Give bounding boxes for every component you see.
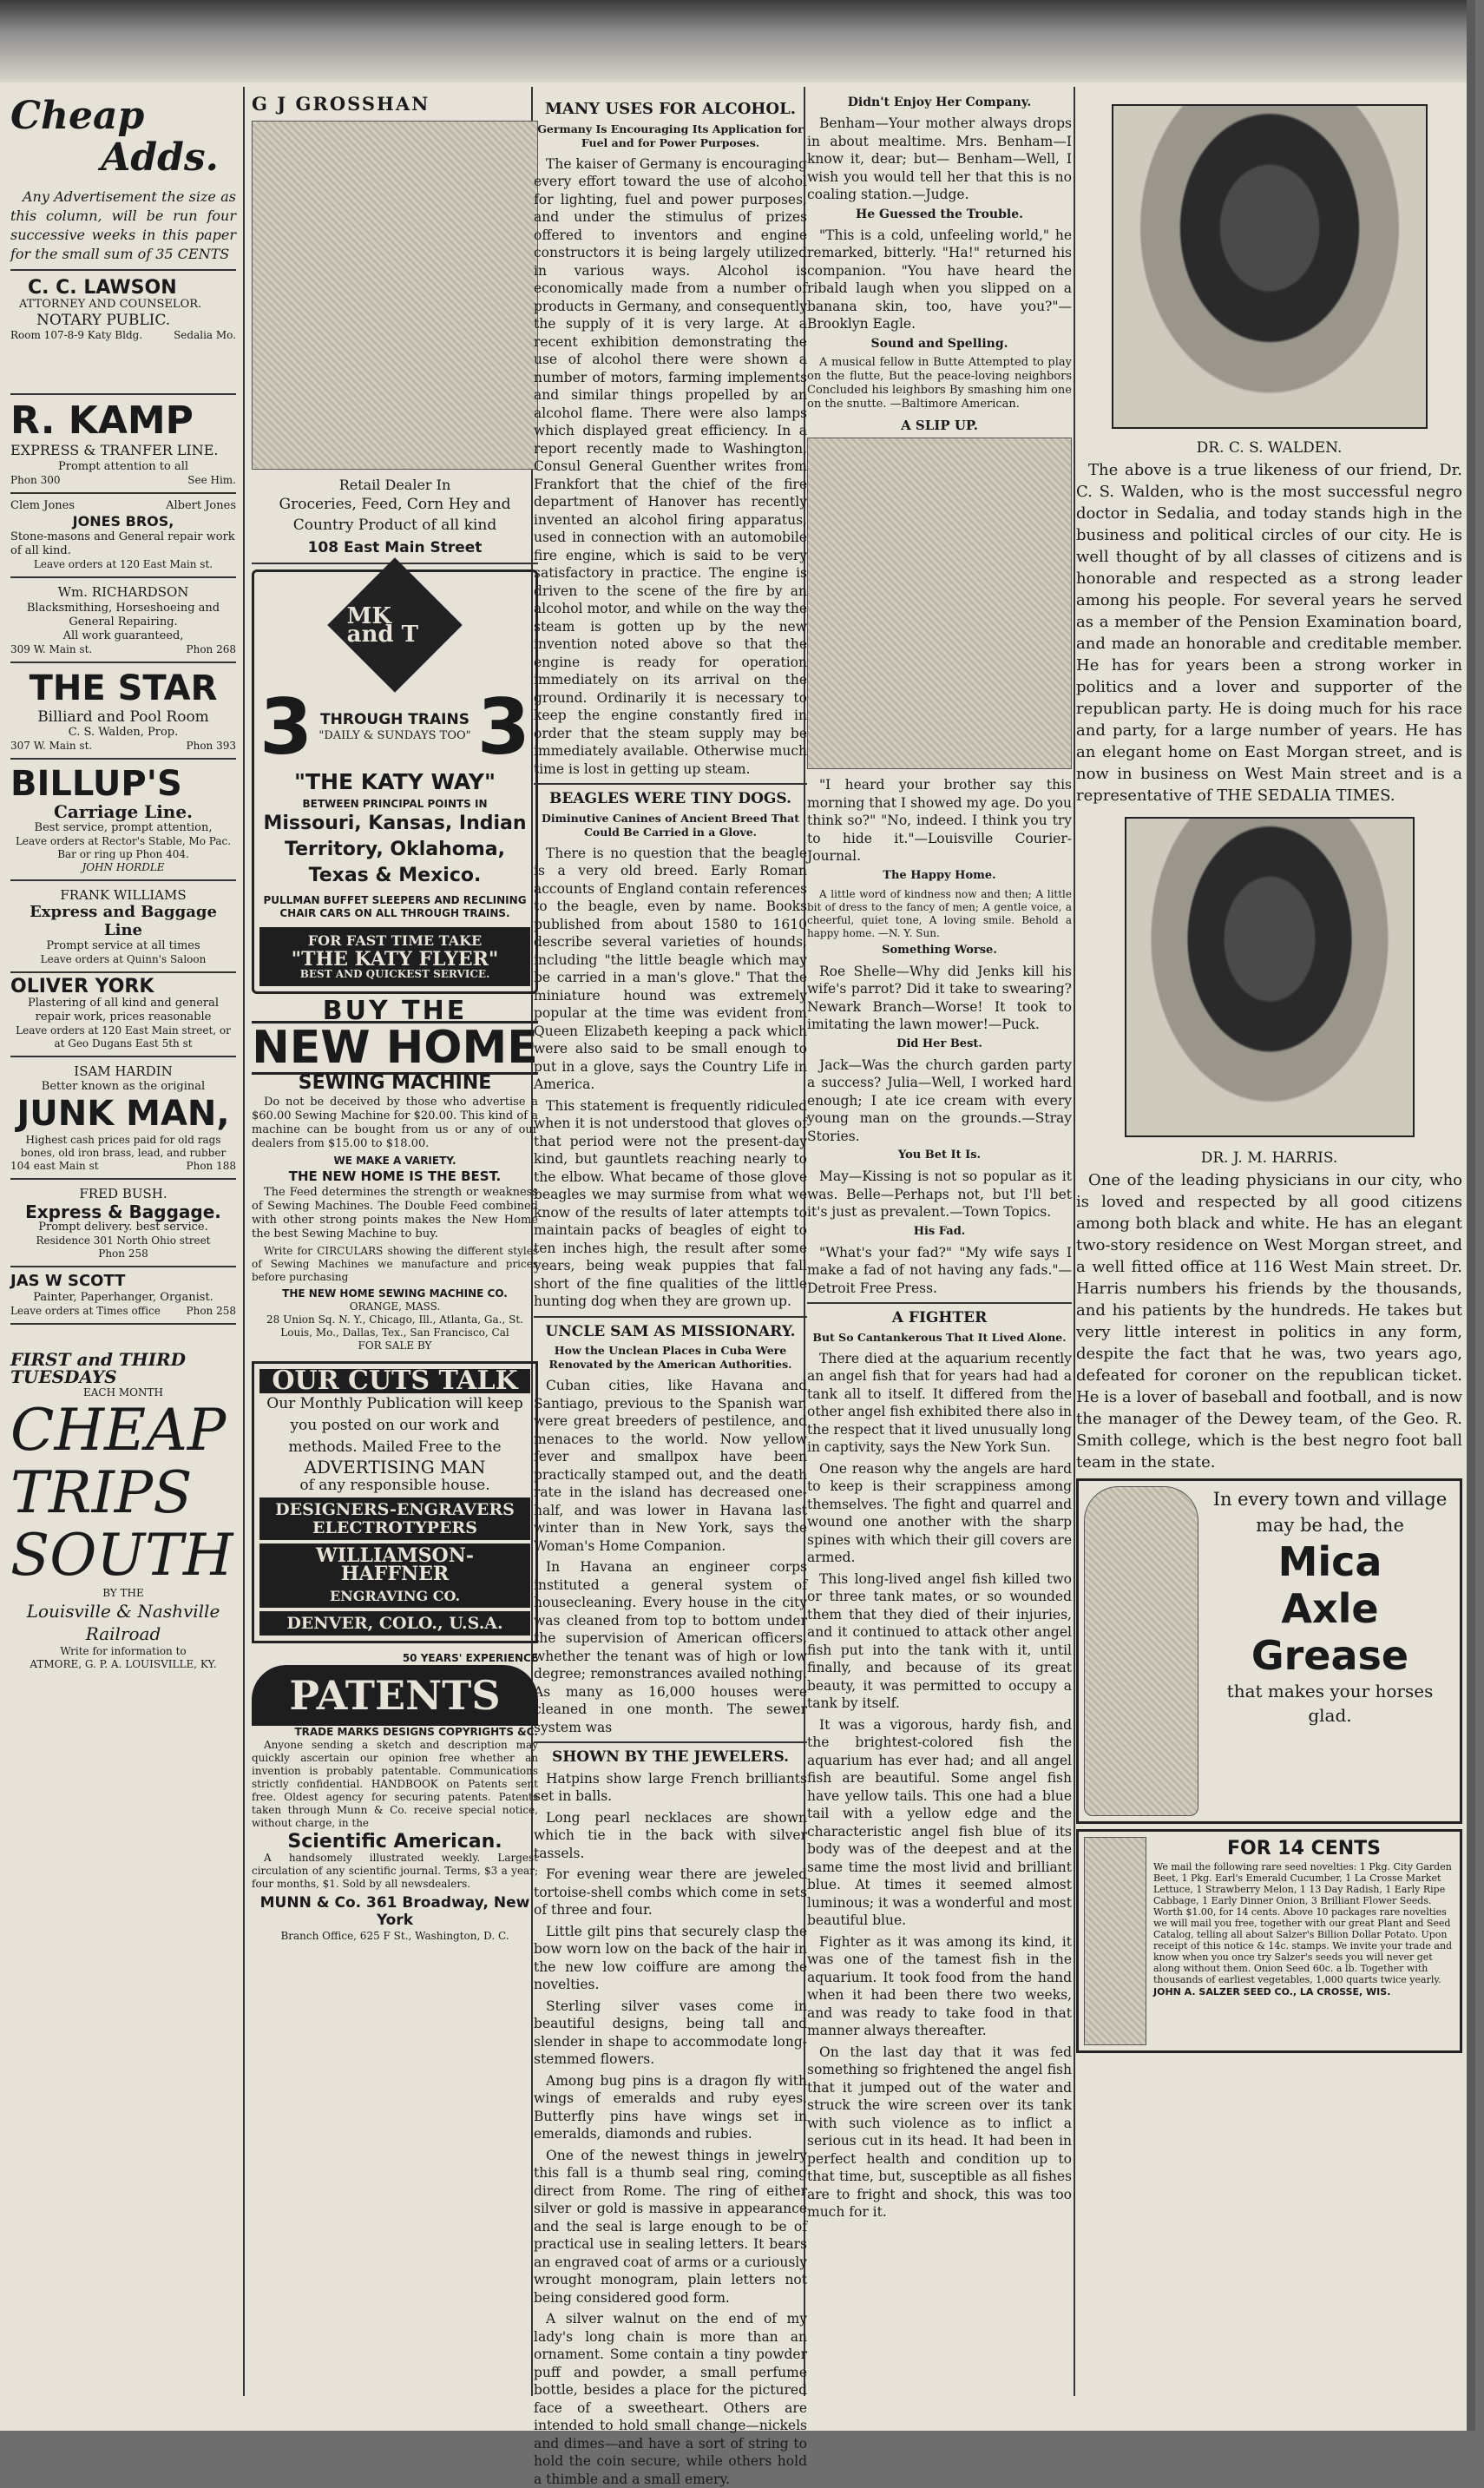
billups-sign: JOHN HORDLE	[82, 860, 165, 873]
cuts-city: DENVER, COLO., U.S.A.	[259, 1611, 530, 1636]
hardin-ad	[10, 1063, 236, 1174]
grosshan-line: Groceries, Feed, Corn Hey and Country Product of all kind	[279, 496, 511, 534]
bush-residence: Residence 301 North Ohio street	[36, 1234, 211, 1247]
fighter-paragraph: It was a vigorous, hardy fish, and the brightest-colored fish the aquarium has ever had; and all angel fish are beautiful. Some angel fish have yellow tails. This one had a blue tail with a yellow edge and the characteristic angel fish blue of its body was of the deepest and at the same time the most livid and brilliant blue. At times it seemed almost luminous; it was a wonderful and most beautiful blue.	[807, 1716, 1072, 1928]
scott-ad	[10, 1273, 236, 1318]
katy-way: "THE KATY WAY"	[294, 768, 496, 794]
joke-text: A musical fellow in Butte Attempted to play on the flutte, But the peace-loving neighbors Concluded his leighbors By smashing him one on the snutte. —Baltimore American.	[807, 355, 1072, 411]
scott-phone: Phon 258	[186, 1304, 236, 1317]
kamp-ad	[10, 400, 236, 487]
york-name: OLIVER YORK	[10, 976, 154, 997]
cuts-resp: of any responsible house.	[299, 1476, 490, 1494]
scott-leave: Leave orders at Times office	[10, 1304, 161, 1317]
richardson-name: Wm. RICHARDSON	[57, 584, 189, 600]
scott-name: JAS W SCOTT	[10, 1272, 126, 1290]
slip-up-text: "I heard your brother say this morning that I showed my age. Do you think so?" "No, indeed. I think you try to hide it."—Louisville Courier-Journal.	[807, 777, 1072, 864]
mica-name-1: Mica	[1277, 1538, 1382, 1585]
cheap-adds-text: Any Advertisement the size as this column, will be run four successive weeks in this paper for the small sum of 35 CENTS	[10, 188, 236, 262]
richardson-guarantee: All work guaranteed,	[62, 629, 184, 642]
joke-headline: The Happy Home.	[883, 868, 996, 882]
york-line: Plastering of all kind and general repair work, prices reasonable	[27, 996, 220, 1024]
kamp-phone: Phon 300	[10, 473, 61, 486]
jones-name-2: Albert Jones	[166, 498, 236, 512]
grosshan-name: G J GROSSHAN	[252, 93, 430, 115]
cuts-title: OUR CUTS TALK	[259, 1369, 530, 1394]
jones-ad	[10, 499, 236, 572]
cuts-adv: ADVERTISING MAN	[304, 1457, 486, 1478]
jewelers-paragraph: Little gilt pins that securely clasp the bow worn low on the back of the hair in the new low coiffure are among the novelties.	[534, 1923, 807, 1992]
harris-caption: DR. J. M. HARRIS.	[1200, 1149, 1338, 1167]
alcohol-headline: MANY USES FOR ALCOHOL.	[544, 100, 797, 118]
joke-text: Jack—Was the church garden party a success? Julia—Well, I worked hard enough; I ate ice cream with every young man on the grounds.—Stray Stories.	[807, 1056, 1072, 1144]
mica-axle-grease-ad	[1076, 1478, 1462, 1824]
adds-title: Adds.	[101, 135, 219, 180]
joke-text: "This is a cold, unfeeling world," he remarked, bitterly. "Ha!" returned his companion. "You have heard the ribald laugh when you slipped on a banana skin, too, have you?"—Brooklyn Eagle.	[807, 227, 1072, 332]
kamp-see: See Him.	[187, 473, 236, 486]
seedsman-illustration	[1084, 1837, 1146, 2045]
hardin-line: Highest cash prices paid for old rags bones, old iron brass, lead, and rubber	[20, 1134, 227, 1159]
new-home-orange: ORANGE, MASS.	[349, 1300, 441, 1313]
jones-firm: JONES BROS,	[72, 512, 174, 530]
scott-line: Painter, Paperhanger, Organist.	[33, 1290, 213, 1304]
york-leave: Leave orders at 120 East Main street, or at Geo Dugans East 5th st	[16, 1024, 231, 1050]
divider	[10, 393, 236, 395]
katy-three-left: 3	[259, 681, 313, 772]
new-home-sale: FOR SALE BY	[358, 1339, 432, 1352]
new-home-write: Write for CIRCULARS showing the different styles of Sewing Machines we manufacture and prices before purchasing	[252, 1244, 538, 1283]
joke-headline: Something Worse.	[882, 943, 997, 957]
york-ad	[10, 978, 236, 1050]
junk-man-title: JUNK MAN,	[16, 1094, 230, 1134]
jewelers-paragraph: Long pearl necklaces are shown which tie in the back with silver tassels.	[534, 1809, 807, 1861]
cuts-design: DESIGNERS-ENGRAVERS ELECTROTYPERS	[259, 1497, 530, 1540]
grosshan-ad	[252, 95, 538, 557]
williams-name: FRANK WILLIAMS	[60, 886, 187, 903]
jones-name-1: Clem Jones	[10, 498, 76, 512]
katy-logo-icon	[327, 557, 463, 693]
katy-between: BETWEEN PRINCIPAL POINTS IN	[302, 798, 488, 810]
jewelers-paragraph: For evening wear there are jeweled tortoise-shell combs which come in sets of three and four.	[534, 1866, 807, 1918]
katy-fast: FOR FAST TIME TAKE	[307, 932, 483, 949]
joke-text: A little word of kindness now and then; A little bit of dress to the fancy of men; A gentle voice, a cheerful, quiet tone, A loving smile. Behold a happy home. —N. Y. Sun.	[807, 887, 1072, 939]
fighter-paragraph: There died at the aquarium recently an angel fish that for years had had a tank all to itself. It differed from the other angel fish exhibited there also in the respect that it lived unusually long in captivity, says the New York Sun.	[807, 1350, 1072, 1455]
walden-paragraph: The above is a true likeness of our friend, Dr. C. S. Walden, who is the most successful negro doctor in Sedalia, and today stands high in the business and political circles of our city. He is well thought of by all classes of citizens and is honorable and respected as a strong leader among his people. For several years he served as a member of the Pension Examination board, and made an honorable and creditable member. He has for years been a strong worker in politics and a lover and supporter of the republican party. He is doing much for his race and party, for a large number of years. He has an elegant home on East Morgan street, and is now in business on West Main street and is a representative of THE SEDALIA TIMES.	[1076, 461, 1462, 805]
horse-illustration	[1084, 1486, 1198, 1816]
katy-best: BEST AND QUICKEST SERVICE.	[299, 968, 490, 980]
new-home-cities: 28 Union Sq. N. Y., Chicago, Ill., Atlanta, Ga., St. Louis, Mo., Dallas, Tex., San Francisco, Cal	[266, 1313, 523, 1339]
patents-munn: MUNN & Co. 361 Broadway, New York	[259, 1893, 530, 1929]
lawson-ad	[10, 277, 236, 388]
new-home-best: THE NEW HOME IS THE BEST.	[288, 1168, 502, 1184]
billups-line: Carriage Line.	[53, 801, 194, 822]
patents-text: Anyone sending a sketch and description may quickly ascertain our opinion free whether an invention is probably patentable. Communications strictly confidential. HANDBOOK on Patents sent free. Oldest agency for securing patents. Patents taken through Munn & Co. receive special notice, without charge, in the	[252, 1739, 538, 1829]
patents-title: PATENTS	[252, 1665, 538, 1726]
cheap-adds-ad	[10, 95, 236, 264]
mica-name-2: Axle	[1281, 1585, 1379, 1632]
star-phone: Phon 393	[186, 740, 236, 752]
joke-headline: Sound and Spelling.	[870, 336, 1008, 351]
uncle-sam-paragraph-1: Cuban cities, like Havana and Santiago, previous to the Spanish war, were great breeders of pestilence, and menaces to the world. Now yellow fever and smallpox have been practically stamped out, and the death rate in the island has decreased one-half, and was lower in Havana last winter than in New York, says the Woman's Home Companion.	[534, 1378, 807, 1554]
salzer-text: We mail the following rare seed novelties: 1 Pkg. City Garden Beet, 1 Pkg. Earl's Emerald Cucumber, 1 La Crosse Market Lettuce, 1 Strawberry Melon, 1 13 Day Radish, 1 Early Ripe Cabbage, 1 Early Dinner Onion, 3 Brilliant Flower Seeds. Worth $1.00, for 14 cents. Above 10 packages rare novelties we will mail you free, together with our great Plant and Seed Catalog, telling all about Salzer's Billion Dollar Potato. Upon receipt of this notice & 14c. stamps. We invite your trade and know when you once try Salzer's seeds you will never get along without them. Onion Seed 60c. a lb. Together with thousands of earliest vegetables, 1,000 quarts twice yearly.	[1153, 1861, 1453, 1985]
fighter-subhead: But So Cantankerous That It Lived Alone.	[812, 1330, 1067, 1344]
richardson-line: Blacksmithing, Horseshoeing and General Repairing.	[26, 601, 220, 629]
engraving-ad	[252, 1361, 538, 1644]
divider	[534, 783, 807, 785]
grocery-illustration	[252, 121, 538, 470]
lawson-city: Sedalia Mo.	[174, 329, 236, 341]
classified-ads-column	[10, 95, 236, 2396]
patents-scientific: Scientific American.	[287, 1831, 502, 1853]
slip-up-headline: A SLIP UP.	[901, 417, 978, 433]
column-rule	[243, 87, 245, 2396]
new-home-text-2: The Feed determines the strength or weakness of Sewing Machines. The Double Feed combined with other strong points makes the New Home the best Sewing Machine to buy.	[252, 1185, 538, 1241]
patents-marks: TRADE MARKS DESIGNS COPYRIGHTS &C.	[294, 1726, 538, 1738]
trips-each: EACH MONTH	[83, 1386, 163, 1399]
trips-address: ATMORE, G. P. A. LOUISVILLE, KY.	[30, 1657, 217, 1670]
patents-branch: Branch Office, 625 F St., Washington, D. C.	[280, 1929, 509, 1942]
joke-headline: You Bet It Is.	[897, 1149, 982, 1162]
katy-places: Missouri, Kansas, Indian Territory, Oklahoma, Texas & Mexico.	[263, 813, 527, 886]
fighter-paragraph: On the last day that it was fed something so frightened the angel fish that it jumped out of the water and struck the wire screen over its tank with such violence as to inflict a serious cut in its head. It had been in perfect health and condition up to that time, but, susceptible as all fishes are to fright and shock, this was too much for it.	[807, 2044, 1072, 2220]
fighter-paragraph: One reason why the angels are hard to keep is their scrappiness among themselves. The fight and quarrel and wound one another with the sharp spines with which their gill covers are armed.	[807, 1460, 1072, 1565]
katy-through: THROUGH TRAINS	[320, 711, 469, 729]
beagles-headline: BEAGLES WERE TINY DOGS.	[548, 790, 792, 807]
joke-headline: Didn't Enjoy Her Company.	[847, 95, 1032, 109]
divider	[10, 1056, 236, 1057]
bush-ad	[10, 1185, 236, 1260]
beagles-paragraph-1: There is no question that the beagle is a very old breed. Early Roman accounts of England contain references to the beagle, even by name. Books published from about 1580 to 1610 describe several varieties of hounds, including "the little beagle which may be carried in a man's glove." That the miniature hound was extremely popular at the time was evident from Queen Elizabeth keeping a pack which were also said to be small enough to put in a glove, says the Country Life in America.	[534, 845, 807, 1092]
star-line: Billiard and Pool Room	[37, 708, 209, 726]
richardson-address: 309 W. Main st.	[10, 642, 93, 655]
williams-line: Express and Baggage Line	[30, 903, 217, 939]
cheap-trips-ad	[10, 1348, 236, 1671]
cuts-engraving: ENGRAVING CO.	[259, 1586, 530, 1608]
ship-couple-illustration	[807, 438, 1072, 769]
alcohol-subhead: Germany Is Encouraging Its Application for Fuel and for Power Purposes.	[537, 122, 804, 149]
williams-ad	[10, 886, 236, 967]
bush-line: Express & Baggage.	[25, 1201, 221, 1222]
uncle-sam-paragraph-2: In Havana an engineer corps instituted a general system of housecleaning. Every house in the city was cleaned from top to bottom under the supervision of American officers, whether the tenant was of high or low degree; remonstrances availed nothing. As many as 16,000 houses were cleaned in one month. The sewer system was	[534, 1559, 807, 1735]
williams-leave: Leave orders at Quinn's Saloon	[40, 953, 207, 965]
billups-best: Best service, prompt attention,	[34, 820, 213, 834]
grosshan-address: 108 East Main Street	[307, 539, 483, 556]
fighter-paragraph: Fighter as it was among its kind, it was one of the tamest fish in the aquarium. It took food from the hand when it had been there two weeks, and was ready to take food in that manner always thereafter.	[807, 1933, 1072, 2038]
katy-three-right: 3	[476, 681, 530, 772]
trips-trips: TRIPS	[10, 1458, 193, 1526]
divider	[10, 971, 236, 973]
fighter-paragraph: This long-lived angel fish killed two or three tank mates, or so wounded them that they died of their injuries, and it continued to attack other angel fish put into the tank with it, until finally, and because of its great beauty, it was permitted to occupy a tank by itself.	[807, 1570, 1072, 1711]
articles-column-3	[534, 95, 807, 2487]
alcohol-paragraph: The kaiser of Germany is encouraging every effort toward the use of alcohol for lighting, fuel and power purposes, and under the stimulus of prizes offered to inventors and engine constructors it is being largely utilized in various ways. Alcohol is economically made from a number of products in Germany, and consequently the supply of it is very large. At a recent exhibition demonstrating the use of alcohol there were shown a number of motors, farming implements and similar things propelled by an alcohol flame. There were also lamps which displayed great efficiency. In a report recently made to Washington, Consul General Guenther writes from Frankfort that the chief of the fire department of Hanover has recently invented an alcohol firing apparatus, used in connection with an automobile fire engine, which is said to be very satisfactory in practice. The engine is driven to the scene of the fire by an alcohol motor, and while on the way the steam is gotten up by the new invention noted above so that the engine is ready for operation immediately on its arrival on the ground. Ordinarily it is necessary to keep the engine constantly fired in order that the steam supply may be immediately available. Otherwise much time is lost in getting up steam.	[534, 155, 807, 777]
trips-railroad: Louisville & Nashville Railroad	[26, 1600, 220, 1644]
joke-headline: He Guessed the Trouble.	[856, 207, 1023, 221]
new-home-title: NEW HOME	[252, 1021, 538, 1074]
jones-line: Stone-masons and General repair work of all kind.	[10, 530, 235, 557]
hardin-known: Better known as the original	[41, 1080, 206, 1093]
jewelers-paragraph: Among bug pins is a dragon fly with wings of emeralds and ruby eyes. Butterfly pins have wings set in emeralds, diamonds and rubies.	[534, 2072, 807, 2142]
richardson-phone: Phon 268	[186, 642, 236, 655]
new-home-variety: WE MAKE A VARIETY.	[333, 1155, 456, 1167]
cheap-title: Cheap	[10, 94, 145, 138]
jewelers-paragraph: One of the newest things in jewelry this fall is a thumb seal ring, coming direct from Rome. The ring of either silver or gold is massive in appearance and the seal is large enough to be of practical use in sealing letters. It bears an engraved coat of arms or a curiously wrought monogram, plain letters not being considered good form.	[534, 2147, 807, 2306]
joke-text: May—Kissing is not so popular as it was. Belle—Perhaps not, but I'll bet it's just as prevalent.—Town Topics.	[807, 1168, 1072, 1220]
joke-text: "What's your fad?" "My wife says I make a fad of not having any fads."—Detroit Free Press.	[807, 1244, 1072, 1296]
hardin-address: 104 east Main st	[10, 1160, 99, 1172]
harris-portrait	[1125, 817, 1415, 1137]
harris-paragraph: One of the leading physicians in our city, who is loved and respected by all good citizens among both black and white. He has an elegant two-story residence on West Morgan street, and a well fitted office at 116 West Main street. Dr. Harris numbers his friends by the thousands, and his patients by the hundreds. He takes but very little interest in politics in any form, despite the fact that he was, two years ago, defeated for coroner on the republican ticket. He is a lover of baseball and football, and is now the manager of the Dewey team, of the Geo. R. Smith college, which is the best negro foot ball team in the state.	[1076, 1171, 1462, 1471]
kamp-prompt: Prompt attention to all	[57, 459, 189, 473]
richardson-ad	[10, 583, 236, 656]
katy-flyer: "THE KATY FLYER"	[291, 947, 499, 971]
bush-phone: Phon 258	[98, 1247, 148, 1260]
ads-column-2	[252, 95, 538, 2396]
grosshan-retail: Retail Dealer In	[338, 476, 451, 493]
bush-name: FRED BUSH.	[79, 1186, 167, 1201]
joke-text: Roe Shelle—Why did Jenks kill his wife's parrot? Did it take to swearing? Newark Branch—Worse! It took to imitating the lawn mower!—Puck.	[807, 963, 1072, 1032]
star-address: 307 W. Main st.	[10, 740, 93, 752]
trips-cheap: CHEAP	[10, 1396, 227, 1464]
walden-portrait	[1112, 104, 1428, 429]
mica-text-1: In every town and village may be had, the	[1212, 1489, 1448, 1536]
salzer-seed-ad	[1076, 1829, 1462, 2053]
patents-ad	[252, 1652, 538, 1943]
jewelers-paragraph: A silver walnut on the end of my lady's long chain is more than an ornament. Some contain a tiny powder puff and powder, a small perfume bottle, besides a place for the pictured face of a sweetheart. Others are intended to hold small change—nickels and dimes—and have a sort of string to hold the coin secure, while others hold a thimble and a small emery.	[534, 2311, 807, 2487]
lawson-address: Room 107-8-9 Katy Bldg.	[10, 329, 143, 341]
salzer-headline: FOR 14 CENTS	[1226, 1838, 1382, 1859]
new-home-sewing: SEWING MACHINE	[298, 1071, 492, 1094]
cuts-firm: WILLIAMSON-HAFFNER	[259, 1543, 530, 1586]
trips-by: BY THE	[102, 1586, 144, 1599]
divider	[10, 1178, 236, 1180]
trips-tuesdays: TUESDAYS	[10, 1366, 117, 1387]
divider	[10, 758, 236, 760]
joke-headline: Did Her Best.	[896, 1037, 982, 1050]
beagles-paragraph-2: This statement is frequently ridiculed when it is not understood that gloves of that period were not the present-day kind, but gauntlets reaching nearly to the elbow. What became of those glove beagles we may surmise from what we know of the results of later attempts to maintain packs of beagles of eight to ten inches high, the result after some years, being weak puppies that fall short of the fine qualities of the little hunting dog when they are grown up.	[534, 1097, 807, 1309]
jewelers-headline: SHOWN BY THE JEWELERS.	[551, 1748, 790, 1766]
divider	[10, 269, 236, 271]
new-home-text-1: Do not be deceived by those who advertise a $60.00 Sewing Machine for $20.00. This kind of a machine can be bought from us or any of our dealers from $15.00 to $18.00.	[252, 1096, 538, 1150]
uncle-sam-subhead: How the Unclean Places in Cuba Were Renovated by the American Authorities.	[548, 1344, 792, 1371]
page-edge	[1467, 0, 1475, 2431]
divider	[10, 1266, 236, 1267]
kamp-name: R. KAMP	[10, 398, 194, 443]
uncle-sam-headline: UNCLE SAM AS MISSIONARY.	[545, 1322, 796, 1340]
beagles-subhead: Diminutive Canines of Ancient Breed That Could Be Carried in a Glove.	[542, 811, 799, 839]
trips-write: Write for information to	[60, 1644, 187, 1657]
bush-prompt: Prompt delivery. best service.	[38, 1221, 208, 1234]
lawson-notary: NOTARY PUBLIC.	[36, 311, 171, 329]
trips-first: FIRST and THIRD	[10, 1348, 187, 1370]
lawson-title: ATTORNEY AND COUNSELOR.	[19, 297, 202, 311]
star-name: THE STAR	[29, 668, 218, 708]
katy-logo-text: MK and T	[347, 602, 419, 647]
divider	[10, 576, 236, 578]
billups-ad	[10, 765, 236, 874]
patents-text-2: A handsomely illustrated weekly. Largest circulation of any scientific journal. Terms, $3 a year; four months, $1. Sold by all newsdealers.	[252, 1851, 538, 1890]
mica-name-3: Grease	[1251, 1632, 1409, 1679]
divider	[10, 1323, 236, 1325]
kamp-line: EXPRESS & TRANFER LINE.	[10, 442, 219, 458]
cuts-text: Our Monthly Publication will keep you posted on our work and methods. Mailed Free to the	[266, 1395, 523, 1456]
hardin-name: ISAM HARDIN	[74, 1063, 173, 1079]
jewelers-paragraph: Hatpins show large French brilliants set in balls.	[534, 1770, 807, 1804]
billups-leave: Leave orders at Rector's Stable, Mo Pac. Bar or ring up Phon 404.	[15, 834, 232, 860]
fighter-headline: A FIGHTER	[891, 1309, 988, 1326]
joke-text: Benham—Your mother always drops in about mealtime. Mrs. Benham—I know it, dear; but— Benham—Well, I wish you would tell her that this is no coaling station.—Judge.	[807, 115, 1072, 202]
profiles-column-5	[1076, 95, 1462, 2396]
katy-pullman: PULLMAN BUFFET SLEEPERS AND RECLINING CHAIR CARS ON ALL THROUGH TRAINS.	[263, 894, 527, 919]
divider	[10, 879, 236, 881]
walden-caption: DR. C. S. WALDEN.	[1196, 439, 1343, 457]
divider	[534, 1316, 807, 1318]
new-home-company: THE NEW HOME SEWING MACHINE CO.	[282, 1287, 508, 1300]
column-rule	[1074, 87, 1075, 2396]
mica-text-2: that makes your horses glad.	[1226, 1681, 1434, 1726]
star-ad	[10, 668, 236, 754]
patents-years: 50 YEARS' EXPERIENCE	[402, 1652, 538, 1664]
jewelers-paragraph: Sterling silver vases come in beautiful designs, being tall and slender in shape to accommodate long-stemmed flowers.	[534, 1998, 807, 2067]
star-prop: C. S. Walden, Prop.	[68, 726, 179, 739]
jokes-column-4	[807, 95, 1072, 2396]
billups-name: BILLUP'S	[10, 764, 182, 804]
divider	[10, 492, 236, 494]
divider	[534, 1741, 807, 1743]
divider	[807, 1302, 1072, 1304]
joke-headline: His Fad.	[913, 1224, 966, 1238]
williams-prompt: Prompt service at all times	[46, 939, 200, 952]
new-home-buy: BUY THE	[322, 996, 468, 1026]
divider	[10, 661, 236, 663]
trips-south: SOUTH	[10, 1521, 233, 1589]
lawson-name: C. C. LAWSON	[28, 277, 177, 299]
new-home-ad	[252, 996, 538, 1353]
salzer-firm: JOHN A. SALZER SEED CO., LA CROSSE, WIS.	[1153, 1986, 1391, 1998]
katy-railroad-ad	[252, 569, 538, 995]
katy-daily: "DAILY & SUNDAYS TOO"	[318, 728, 471, 742]
jones-leave: Leave orders at 120 East Main st.	[33, 558, 213, 570]
hardin-phone: Phon 188	[186, 1160, 236, 1172]
